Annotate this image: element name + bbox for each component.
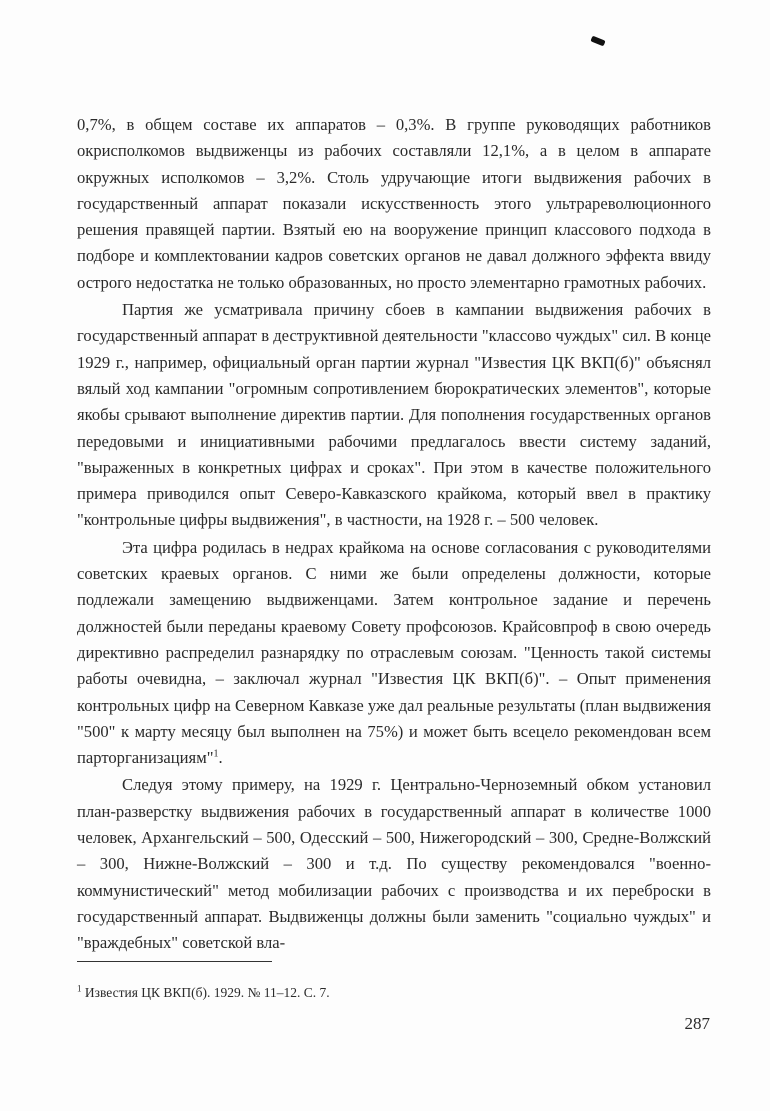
main-text (77, 112, 711, 957)
paragraph-4-text: Следуя этому примеру, на 1929 г. Центрально-Черноземный обком установил план-разверстку выдвижения рабочих в государственный аппарат в количестве 1000 человек, Архангельский – 500, Одесский – 500, Нижегородский – 300, Средне-Волжский – 300, Нижне-Волжский – 300 и т.д. По существу рекомендовался "военно-коммунистический" метод мобилизации рабочих с производства и их переброски в государственный аппарат. Выдвиженцы должны были заменить "социально чуждых" и "враждебных" советской вла- (77, 775, 711, 953)
paragraph-1-text: 0,7%, в общем составе их аппаратов – 0,3%. В группе руководящих работников окрисполкомов выдвиженцы из рабочих составляли 12,1%, а в целом в аппарате окружных исполкомов – 3,2%. Столь удручающие итоги выдвижения рабочих в государственный аппарат показали искусственность этого ультрареволюционного решения правящей партии. Взятый ею на вооружение принцип классового подхода в подборе и комплектовании кадров советских органов не давал должного эффекта ввиду острого недостатка не только образованных, но просто элементарно грамотных рабочих. (77, 115, 711, 292)
paragraph-1 (77, 112, 711, 296)
footnote-marker: 1 (77, 983, 82, 994)
paragraph-2 (77, 297, 711, 534)
footnote-reference[interactable]: 1 (213, 748, 219, 760)
paragraph-4 (77, 772, 711, 956)
page-number: 287 (684, 1014, 710, 1033)
footnote-text: Известия ЦК ВКП(б). 1929. № 11–12. С. 7. (84, 985, 330, 1000)
footnote (77, 984, 330, 1002)
paragraph-3-text: Эта цифра родилась в недрах крайкома на основе согласования с руководителями советских краевых органов. С ними же были определены должности, которые подлежали замещению выдвиженцами. Затем контрольное задание и перечень должностей были переданы краевому Совету профсоюзов. Крайсовпроф в свою очередь директивно распределил разнарядку по отраслевым союзам. "Ценность такой системы работы очевидна, – заключал журнал "Известия ЦК ВКП(б)". – Опыт применения контрольных цифр на Северном Кавказе уже дал реальные результаты (план выдвижения "500" к марту месяцу был выполнен на 75%) и может быть всецело рекомендован всем парторганизациям" (77, 537, 711, 768)
footnote-divider (77, 961, 272, 962)
paragraph-2-text: Партия же усматривала причину сбоев в кампании выдвижения рабочих в государственный аппарат в деструктивной деятельности "классово чуждых" сил. В конце 1929 г., например, официальный орган партии журнал "Известия ЦК ВКП(б)" объяснял вялый ход кампании "огромным сопротивлением бюрократических элементов", которые якобы срывают выполнение директив партии. Для пополнения государственных органов передовыми и инициативными рабочими предлагалось ввести систему заданий, "выраженных в конкретных цифрах и сроках". При этом в качестве положительного примера приводился опыт Северо-Кавказского крайкома, который ввел в практику "контрольные цифры выдвижения", в частности, на 1928 г. – 500 человек. (77, 300, 711, 530)
paragraph-3: Эта цифра родилась в недрах крайкома на основе согласования с руководителями советских краевых органов. С ними же были определены должности, которые подлежали замещению выдвиженцами. Затем контрольное задание и перечень должностей были переданы краевому Совету профсоюзов. Крайсовпроф в свою очередь директивно распределил разнарядку по отраслевым союзам. "Ценность такой системы работы очевидна, – заключал журнал "Известия ЦК ВКП(б)". – Опыт применения контрольных цифр на Северном Кавказе уже дал реальные результаты (план выдвижения "500" к марту месяцу был выполнен на 75%) и может быть всецело рекомендован всем парторганизациям"$^1$. (77, 537, 711, 768)
scan-mark (590, 36, 605, 47)
